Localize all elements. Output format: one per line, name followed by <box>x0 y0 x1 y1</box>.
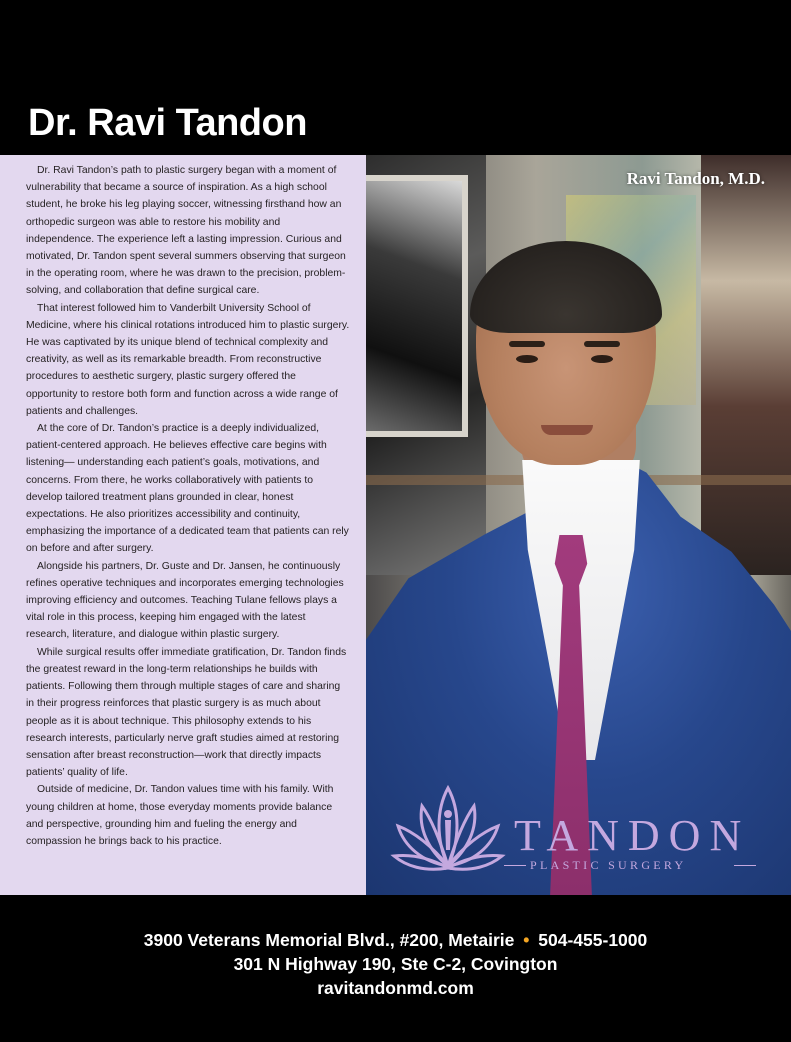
footer-line-1 <box>0 930 791 951</box>
logo-rule <box>504 865 526 866</box>
covington-address: 301 N Highway 190, Ste C-2, Covington <box>233 954 558 974</box>
eye <box>516 355 538 363</box>
article-paragraph: Alongside his partners, Dr. Guste and Dr. Jansen, he continuously refines operative techniques and incorporates emerging technologies improving efficiency and outcomes. Teaching Tulane fellows plays a vital role in this process, keeping him engaged with the latest research, literature, and dialogue within plastic surgery. <box>26 560 344 641</box>
background-frame <box>366 175 468 437</box>
practice-logo <box>388 780 778 880</box>
logo-rule <box>734 865 756 866</box>
logo-tagline: PLASTIC SURGERY <box>530 858 687 872</box>
article-paragraph: Dr. Ravi Tandon’s path to plastic surgery began with a moment of vulnerability that became a source of inspiration. As a high school student, he broke his leg playing soccer, witnessing firsthand how an orthopedic surgeon was able to restore his mobility and independence. The experience left a lasting impression. Curious and motivated, Dr. Tandon spent several summers observing that surgeon in the operating room, where he was drawn to the precision, problem-solving, and collaboration that define surgical care. <box>26 165 346 297</box>
website-link[interactable]: ravitandonmd.com <box>317 978 474 998</box>
phone-number[interactable]: 504-455-1000 <box>538 930 648 950</box>
eyebrow <box>509 341 545 347</box>
lotus-icon <box>388 780 508 880</box>
portrait-photo <box>366 155 791 895</box>
eyebrow <box>584 341 620 347</box>
smile <box>541 425 593 435</box>
article-paragraph: At the core of Dr. Tandon’s practice is a deeply individualized, patient-centered approach. He believes effective care begins with listening— understanding each patient’s goals, motivations, and concerns. From there, he works collaboratively with patients to develop tailored treatment plans grounded in clear, honest expectations. He also prioritizes accessibility and continuity, emphasizing the importance of a dedicated team that patients can rely on before and after surgery. <box>26 423 349 555</box>
metairie-address: 3900 Veterans Memorial Blvd., #200, Metairie <box>143 930 515 950</box>
article-paragraph: Outside of medicine, Dr. Tandon values time with his family. With young children at home, those everyday moments provide balance and perspective, grounding him and fueling the energy and compassion he brings back to his practice. <box>26 784 334 847</box>
contact-footer <box>0 895 791 1042</box>
background-artwork <box>701 155 791 575</box>
header-band <box>0 0 791 155</box>
article-paragraph: While surgical results offer immediate gratification, Dr. Tandon finds the greatest reward in the long-term relationships he builds with patients. Following them through multiple stages of care and sharing in their progress reinforces that plastic surgery is as much about people as it is about technique. This philosophy extends to his research interests, particularly nerve graft studies aimed at restoring sensation after breast reconstruction—work that directly impacts patients’ quality of life. <box>26 646 347 779</box>
photo-caption: Ravi Tandon, M.D. <box>626 169 765 188</box>
article-paragraph: That interest followed him to Vanderbilt University School of Medicine, where his clinical rotations introduced him to plastic surgery. He was captivated by its unique blend of technical complexity and creativity, as well as its remarkable breadth. From reconstructive procedures to aesthetic surgery, plastic surgery offered the opportunity to restore both form and function across a wide range of patients and challenges. <box>26 302 350 417</box>
bullet-separator: • <box>523 930 530 950</box>
page-title: Dr. Ravi Tandon <box>28 102 307 144</box>
eye <box>591 355 613 363</box>
article-column <box>0 155 366 895</box>
logo-wordmark: TANDON <box>514 811 751 860</box>
